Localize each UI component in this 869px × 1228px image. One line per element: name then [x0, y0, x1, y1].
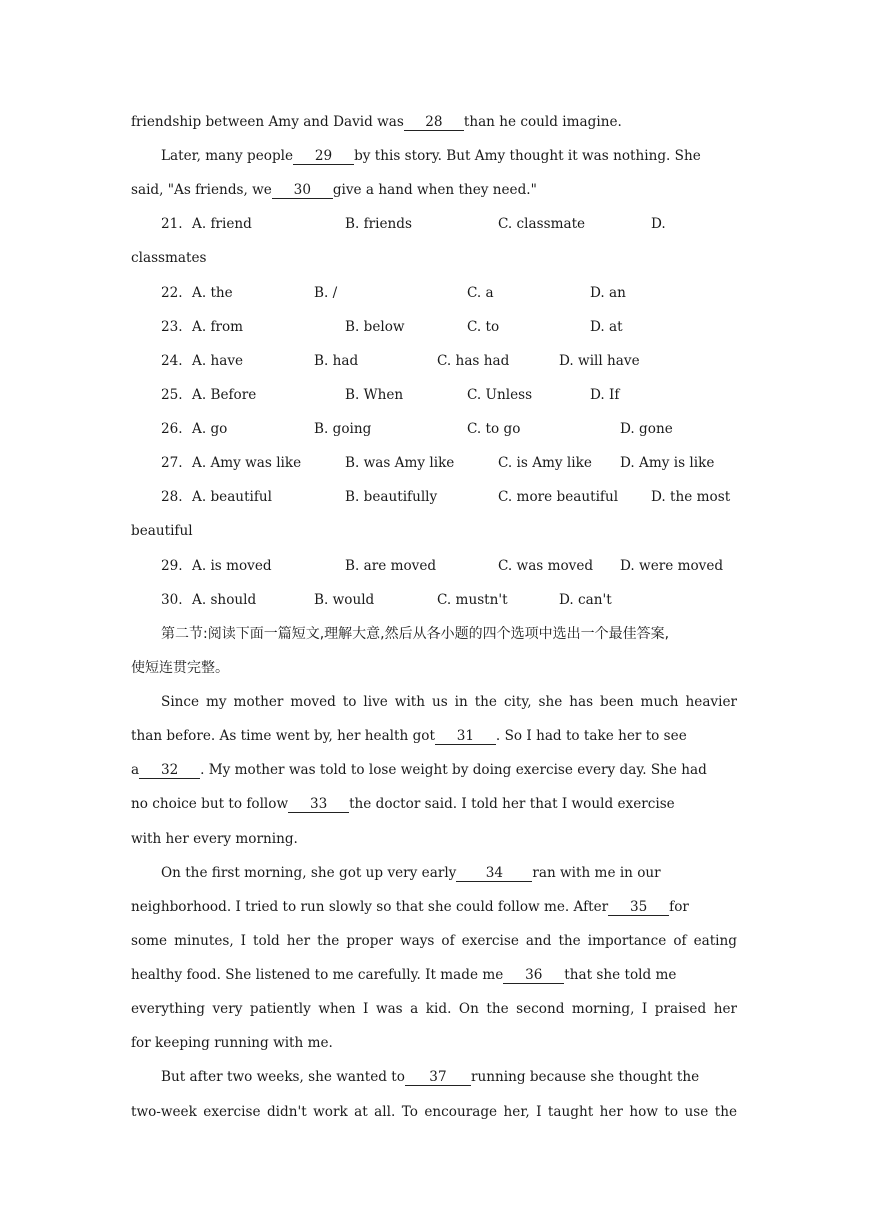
passage-line: Since my mother moved to live with us in the city, she has been much heavier — [161, 694, 737, 710]
option-b: B. would — [314, 592, 375, 608]
option-b: B. was Amy like — [345, 455, 455, 471]
text-segment: by this story. But Amy thought it was nothing. She — [354, 148, 701, 164]
option-a: A. the — [192, 285, 233, 301]
option-b: B. below — [345, 319, 405, 335]
passage-line — [161, 863, 737, 883]
text-segment: than before. As time went by, her health got — [131, 728, 435, 744]
option-d-wrap: beautiful — [131, 523, 193, 539]
text-segment: On the first morning, she got up very early — [161, 865, 457, 881]
passage-line — [131, 794, 737, 814]
option-d: D. will have — [559, 353, 640, 369]
option-a: A. Before — [192, 387, 257, 403]
passage-line — [131, 180, 737, 200]
option-c: C. more beautiful — [498, 489, 619, 505]
option-a: A. Amy was like — [192, 455, 302, 471]
option-d: D. an — [590, 285, 626, 301]
option-b: B. going — [314, 421, 372, 437]
option-b: B. When — [345, 387, 404, 403]
section-heading: 第二节:阅读下面一篇短文,理解大意,然后从各小题的四个选项中选出一个最佳答案, — [161, 626, 670, 642]
text-segment: friendship between Amy and David was — [131, 114, 404, 130]
question-number: 23. — [161, 319, 183, 335]
option-a: A. beautiful — [192, 489, 273, 505]
passage-line — [131, 897, 737, 917]
option-b: B. are moved — [345, 558, 437, 574]
option-c: C. was moved — [498, 558, 594, 574]
text-segment: that she told me — [564, 967, 677, 983]
option-a: A. go — [192, 421, 228, 437]
question-number: 27. — [161, 455, 183, 471]
blank-36: 36 — [503, 967, 564, 984]
option-c: C. classmate — [498, 216, 586, 232]
option-d: D. gone — [620, 421, 673, 437]
text-segment: ran with me in our — [532, 865, 661, 881]
section-heading-cont: 使短连贯完整。 — [131, 660, 229, 676]
question-number: 21. — [161, 216, 183, 232]
option-d: D. Amy is like — [620, 455, 715, 471]
text-segment: no choice but to follow — [131, 796, 289, 812]
passage-line: some minutes, I told her the proper ways of exercise and the importance of eating — [131, 933, 737, 949]
option-c: C. to go — [467, 421, 521, 437]
text-segment: give a hand when they need." — [332, 182, 537, 198]
option-a: A. friend — [192, 216, 252, 232]
option-d: D. were moved — [620, 558, 724, 574]
text-segment: healthy food. She listened to me carefully. It made me — [131, 967, 504, 983]
option-b: B. friends — [345, 216, 412, 232]
passage-line — [131, 726, 737, 746]
option-c: C. Unless — [467, 387, 533, 403]
text-segment: . My mother was told to lose weight by doing exercise every day. She had — [200, 762, 707, 778]
question-number: 24. — [161, 353, 183, 369]
option-c: C. a — [467, 285, 494, 301]
option-b: B. / — [314, 285, 338, 301]
question-number: 30. — [161, 592, 183, 608]
option-d: D. — [651, 216, 666, 232]
passage-line: everything very patiently when I was a kid. On the second morning, I praised her — [131, 1001, 737, 1017]
option-b: B. beautifully — [345, 489, 438, 505]
option-c: C. has had — [437, 353, 510, 369]
text-segment: a — [131, 762, 140, 778]
question-number: 25. — [161, 387, 183, 403]
blank-34: 34 — [456, 865, 532, 882]
option-b: B. had — [314, 353, 359, 369]
question-number: 26. — [161, 421, 183, 437]
passage-line: two-week exercise didn't work at all. To encourage her, I taught her how to use the — [131, 1104, 737, 1120]
passage-line — [131, 760, 737, 780]
option-c: C. mustn't — [437, 592, 508, 608]
passage-line — [161, 1067, 737, 1087]
text-segment: Later, many people — [161, 148, 294, 164]
option-c: C. to — [467, 319, 500, 335]
text-segment: than he could imagine. — [463, 114, 622, 130]
passage-line — [161, 146, 737, 166]
text-segment: said, "As friends, we — [131, 182, 272, 198]
option-c: C. is Amy like — [498, 455, 592, 471]
option-a: A. from — [192, 319, 244, 335]
blank-33: 33 — [288, 796, 349, 813]
option-d: D. can't — [559, 592, 612, 608]
question-number: 28. — [161, 489, 183, 505]
question-number: 29. — [161, 558, 183, 574]
text-segment: neighborhood. I tried to run slowly so that she could follow me. After — [131, 899, 609, 915]
blank-35: 35 — [608, 899, 669, 916]
option-a: A. have — [192, 353, 244, 369]
blank-28: 28 — [404, 114, 464, 131]
option-a: A. should — [192, 592, 257, 608]
text-segment: running because she thought the — [470, 1069, 700, 1085]
option-d: D. at — [590, 319, 623, 335]
blank-30: 30 — [272, 182, 333, 199]
passage-line: with her every morning. — [131, 831, 298, 847]
text-segment: . So I had to take her to see — [495, 728, 687, 744]
passage-line — [131, 112, 737, 132]
option-d: D. the most — [651, 489, 731, 505]
blank-31: 31 — [435, 728, 496, 745]
blank-32: 32 — [139, 762, 200, 779]
text-segment: for — [669, 899, 689, 915]
option-a: A. is moved — [192, 558, 272, 574]
option-d: D. If — [590, 387, 620, 403]
option-d-wrap: classmates — [131, 250, 207, 266]
passage-line — [131, 965, 737, 985]
text-segment: the doctor said. I told her that I would exercise — [349, 796, 675, 812]
question-number: 22. — [161, 285, 183, 301]
blank-29: 29 — [293, 148, 354, 165]
passage-line: for keeping running with me. — [131, 1035, 333, 1051]
text-segment: But after two weeks, she wanted to — [161, 1069, 405, 1085]
blank-37: 37 — [405, 1069, 471, 1086]
